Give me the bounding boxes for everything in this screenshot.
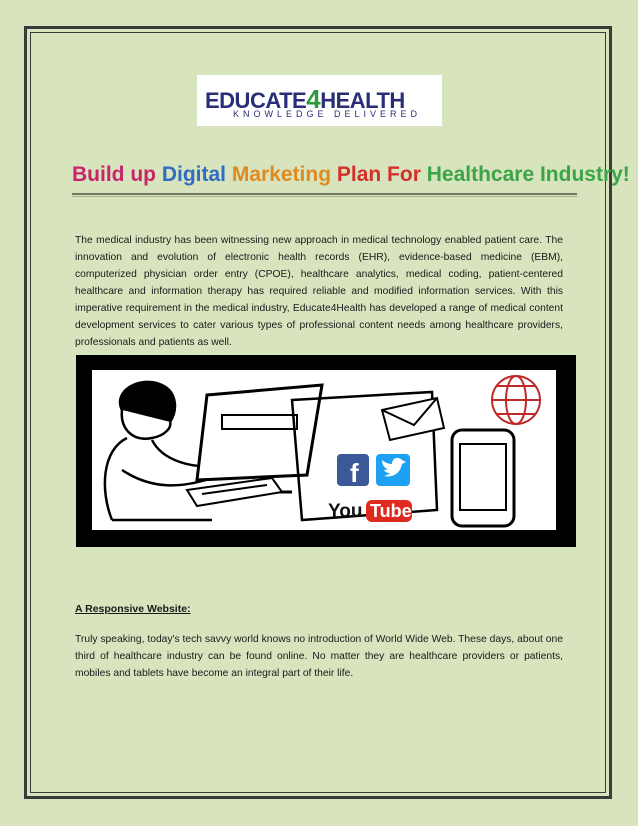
logo-plus-mark: 4 xyxy=(306,84,321,114)
intro-paragraph: The medical industry has been witnessing new approach in medical technology enabled patient care. The innovation and evolution of electronic health records (EHR), evidence-based medicine (EBM), computerized physician order entry (CPOE), healthcare analytics, medical coding, patient-centered healthcare and information therapy has required reliable and modified information services. With this imperative requirement in the medical industry, Educate4Health has developed a range of medical content development services to cater various types of professional content needs among healthcare providers, professionals and patients as well. xyxy=(75,235,563,348)
educate4health-logo xyxy=(197,75,442,126)
title-divider xyxy=(72,193,577,195)
youtube-logo-icon xyxy=(328,500,412,522)
smartphone-icon xyxy=(452,430,514,526)
globe-network-icon xyxy=(492,376,540,424)
illustration-drawing xyxy=(92,370,556,530)
monitor-icon xyxy=(197,385,322,492)
responsive-website-paragraph: Truly speaking, today's tech savvy world knows no introduction of World Wide Web. These days, about one third of healthcare industry can be found online. No matter they are healthcare providers or patients, mobiles and tablets have become an integral part of their life. xyxy=(75,634,563,679)
twitter-icon xyxy=(376,454,410,486)
title-divider-shadow xyxy=(72,196,577,197)
facebook-icon xyxy=(337,454,369,488)
svg-text:You: You xyxy=(328,501,363,522)
digital-marketing-illustration xyxy=(76,355,576,547)
svg-text:Tube: Tube xyxy=(370,501,412,521)
illustration-canvas xyxy=(92,370,556,530)
section-heading-responsive-website: A Responsive Website: xyxy=(75,603,191,615)
logo-wordmark: EDUCATE4HEALTH xyxy=(205,84,405,114)
svg-text:f: f xyxy=(350,458,359,488)
page-title: Build up Digital Marketing Plan For Healthcare Industry! xyxy=(72,163,630,186)
logo-tagline: KNOWLEDGE DELIVERED xyxy=(233,109,422,119)
